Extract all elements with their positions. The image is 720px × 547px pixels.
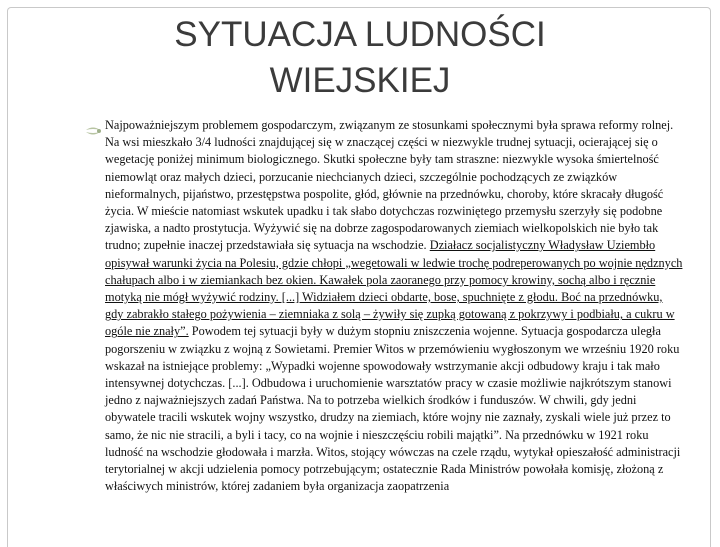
paragraph-text-continuation: Powodem tej sytuacji były w dużym stopniu zniszczenia wojenne. Sytuacja gospodarcza uległa pogorszeniu w związku z wojną z Sowietami. Premier Witos w przemówieniu wygłoszonym we wrześniu 1920 roku wskazał na istniejące problemy: „Wypadki wojenne spowodowały wstrzymanie akcji odbudowy kraju i tak mało intensywnej dotychczas. [...]. Odbudowa i uruchomienie warsztatów pracy w czasie możliwie najkrótszym stanowi jedno z najważniejszych zadań Państwa. Na to potrzeba wielkich środków i funduszów. W chwili, gdy jedni obywatele tracili wskutek wojny wszystko, drudzy na ziemiach, które wojny nie zaznały, zyskali wiele już przez to samo, że nic nie stracili, a byli i tacy, co na wojnie i nieszczęściu robili majątki”. Na przednówku w 1921 roku ludność na wschodzie głodowała i marzła. Witos, stojący wówczas na czele rządu, wytykał opieszałość administracji terytorialnej w akcji udzielenia pomocy potrzebującym; ostatecznie Rada Ministrów powołała komisję, złożoną z właściwych ministrów, której zadaniem była organizacja zaopatrzenia [105, 324, 681, 494]
slide-body-paragraph [105, 117, 683, 495]
title-line-1: SYTUACJA LUDNOŚCI [174, 15, 546, 54]
title-line-2: WIEJSKIEJ [269, 61, 451, 100]
paragraph-text-intro: Najpoważniejszym problemem gospodarczym, związanym ze stosunkami społecznymi była sprawa reformy rolnej. Na wsi mieszkało 3/4 ludności znajdującej się w znaczącej części w niezwykle trudnej sytuacji, ocierającej się o wegetację poniżej minimum biologicznego. Skutki społeczne były tam straszne: niezwykle wysoka śmiertelność niemowląt oraz małych dzieci, porzucanie niechcianych dzieci, szczególnie pochodzących ze związków nieformalnych, pijaństwo, przestępstwa pospolite, głód, głównie na przednówku, choroby, które skracały długość życia. W mieście natomiast wskutek upadku i tak słabo dotychczas rozwiniętego przemysłu szerzyły się podobne zjawiska, a nadto prostytucja. Wyżywić się na dobrze zagospodarowanych ziemiach wielkopolskich nie było tak trudno; zupełnie inaczej przedstawiała się sytuacja na wschodzie. [105, 118, 674, 253]
paragraph-quote-underlined: Działacz socjalistyczny Władysław Uziembło opisywał warunki życia na Polesiu, gdzie chłopi „wegetowali w ledwie trochę podreperowanych po wojnie nędznych chałupach albo i w ziemiankach bez okien. Kawałek pola zaoranego przy pomocy krowiny, sochą albo i ręcznie motyką nie mógł wyżywić rodziny. [...] Widziałem dzieci obdarte, bose, spuchnięte z głodu. Boć na przednówku, gdy zabrakło stałego pożywienia – ziemniaka z solą – żywiły się zupką gotowaną z pokrzywy i podbiału, a cukru w ogóle nie znały”. [105, 238, 683, 339]
curved-arrow-bullet-icon [85, 124, 102, 138]
slide-title [0, 12, 720, 104]
